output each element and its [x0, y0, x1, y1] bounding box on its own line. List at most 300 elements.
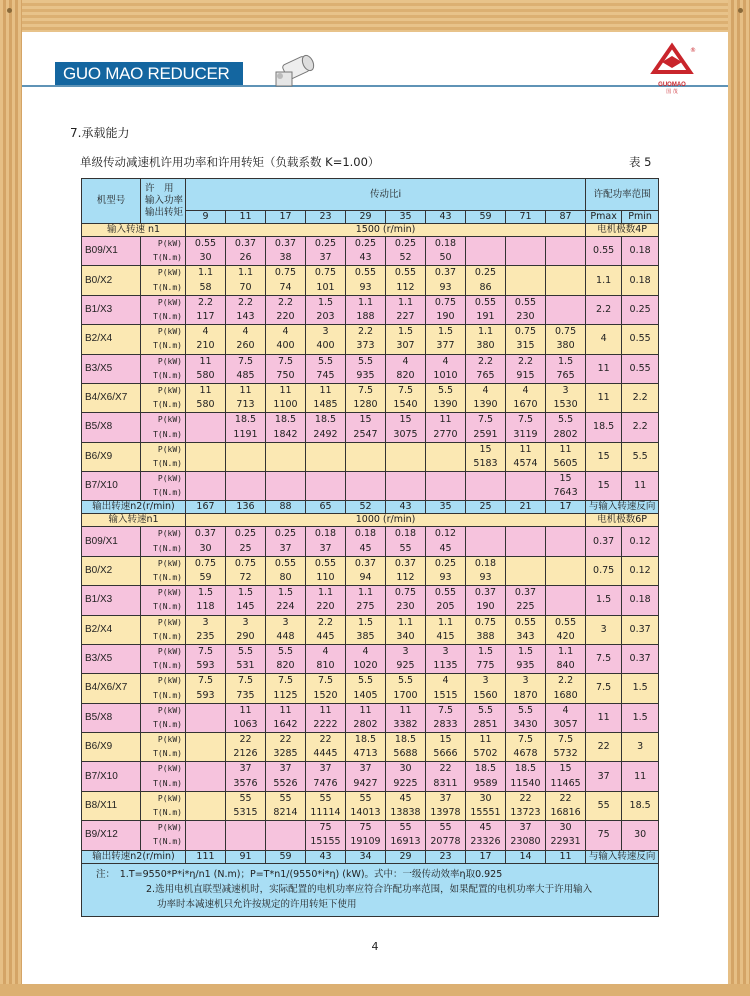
- table-row: [82, 281, 659, 296]
- nail-icon: [7, 8, 12, 13]
- power-cell: [386, 442, 426, 457]
- torque-label: T(N.m): [141, 571, 186, 586]
- torque-cell: 93: [346, 281, 386, 296]
- ratio-cell: 23: [306, 211, 346, 224]
- power-cell: 3: [506, 674, 546, 689]
- direction-note: 与输入转速反向: [586, 850, 659, 863]
- power-cell: 15: [546, 762, 586, 777]
- torque-cell: 380: [546, 339, 586, 354]
- power-cell: 4: [546, 703, 586, 718]
- power-cell: 75: [346, 821, 386, 836]
- torque-cell: 14013: [346, 806, 386, 821]
- power-cell: [346, 472, 386, 487]
- power-cell: 7.5: [506, 733, 546, 748]
- power-cell: 0.55: [386, 266, 426, 281]
- pmin-cell: 0.12: [622, 556, 659, 585]
- torque-cell: 80: [266, 571, 306, 586]
- torque-cell: 340: [386, 630, 426, 645]
- power-cell: [466, 527, 506, 542]
- torque-cell: 1125: [266, 688, 306, 703]
- torque-cell: [546, 251, 586, 266]
- torque-cell: 1870: [506, 688, 546, 703]
- torque-cell: 1390: [426, 398, 466, 413]
- pmin-cell: 0.55: [622, 354, 659, 383]
- torque-cell: 1063: [226, 718, 266, 733]
- torque-cell: [546, 600, 586, 615]
- torque-label: T(N.m): [141, 486, 186, 501]
- power-cell: 0.25: [346, 237, 386, 252]
- power-cell: 7.5: [266, 674, 306, 689]
- torque-label: T(N.m): [141, 718, 186, 733]
- torque-cell: 385: [346, 630, 386, 645]
- torque-cell: 593: [186, 659, 226, 674]
- pmin-cell: 1.5: [622, 703, 659, 732]
- col-label-line: 输出转矩: [145, 207, 184, 218]
- power-cell: 4: [306, 644, 346, 659]
- pmin-cell: 0.37: [622, 644, 659, 673]
- power-cell: 0.37: [466, 586, 506, 601]
- torque-cell: 4678: [506, 747, 546, 762]
- power-cell: [466, 237, 506, 252]
- power-cell: 37: [226, 762, 266, 777]
- torque-cell: 55: [386, 542, 426, 557]
- torque-cell: 9427: [346, 777, 386, 792]
- torque-cell: 4713: [346, 747, 386, 762]
- power-cell: 7.5: [186, 674, 226, 689]
- power-cell: 7.5: [346, 383, 386, 398]
- output-speed-cell: 52: [346, 501, 386, 514]
- power-cell: 0.75: [466, 615, 506, 630]
- power-cell: 3: [466, 674, 506, 689]
- pmin-cell: 18.5: [622, 791, 659, 820]
- pmax-cell: 55: [586, 791, 622, 820]
- output-speed-cell: 111: [186, 850, 226, 863]
- torque-cell: [226, 835, 266, 850]
- power-cell: 7.5: [186, 644, 226, 659]
- torque-cell: 93: [426, 571, 466, 586]
- model-cell: B5/X8: [82, 413, 141, 442]
- torque-cell: [466, 486, 506, 501]
- torque-cell: 190: [466, 600, 506, 615]
- model-cell: B1/X3: [82, 295, 141, 324]
- torque-cell: 43: [346, 251, 386, 266]
- torque-cell: 4445: [306, 747, 346, 762]
- power-cell: 11: [546, 442, 586, 457]
- torque-cell: 86: [466, 281, 506, 296]
- model-cell: B2/X4: [82, 615, 141, 644]
- power-cell: 11: [186, 383, 226, 398]
- col-ratio-header: 传动比i: [186, 179, 586, 211]
- output-speed-label: 输出转速n2(r/min): [82, 850, 186, 863]
- wood-frame-left: [0, 0, 22, 996]
- power-cell: 0.55: [466, 295, 506, 310]
- torque-cell: 2770: [426, 427, 466, 442]
- torque-cell: 593: [186, 688, 226, 703]
- torque-cell: 3430: [506, 718, 546, 733]
- torque-cell: 118: [186, 600, 226, 615]
- torque-cell: 5605: [546, 457, 586, 472]
- power-cell: 0.18: [306, 527, 346, 542]
- power-cell: 2.2: [306, 615, 346, 630]
- output-speed-cell: 35: [426, 501, 466, 514]
- torque-cell: 205: [426, 600, 466, 615]
- pmax-cell: 15: [586, 472, 622, 501]
- output-speed-cell: 21: [506, 501, 546, 514]
- torque-cell: [266, 835, 306, 850]
- power-cell: 0.37: [386, 556, 426, 571]
- pmax-cell: 1.1: [586, 266, 622, 295]
- output-speed-label: 输出转速n2(r/min): [82, 501, 186, 514]
- power-cell: 4: [426, 354, 466, 369]
- torque-cell: 93: [466, 571, 506, 586]
- torque-cell: 45: [426, 542, 466, 557]
- power-cell: [546, 266, 586, 281]
- power-cell: 4: [466, 383, 506, 398]
- power-cell: 4: [186, 325, 226, 340]
- power-cell: 55: [306, 791, 346, 806]
- torque-cell: 93: [426, 281, 466, 296]
- power-cell: 5.5: [506, 703, 546, 718]
- pmin-cell: 0.18: [622, 266, 659, 295]
- torque-cell: 5688: [386, 747, 426, 762]
- power-cell: 37: [266, 762, 306, 777]
- svg-text:®: ®: [690, 47, 696, 54]
- torque-cell: 9225: [386, 777, 426, 792]
- pmax-cell: 22: [586, 733, 622, 762]
- pmin-cell: 11: [622, 762, 659, 791]
- torque-cell: 400: [306, 339, 346, 354]
- power-cell: 1.5: [186, 586, 226, 601]
- torque-cell: 735: [226, 688, 266, 703]
- torque-cell: 445: [306, 630, 346, 645]
- power-cell: 1.5: [346, 615, 386, 630]
- torque-cell: 112: [386, 571, 426, 586]
- torque-label: T(N.m): [141, 339, 186, 354]
- torque-label: T(N.m): [141, 688, 186, 703]
- power-cell: 1.1: [546, 644, 586, 659]
- power-cell: 1.5: [426, 325, 466, 340]
- torque-cell: 415: [426, 630, 466, 645]
- power-cell: [386, 472, 426, 487]
- power-cell: 0.25: [466, 266, 506, 281]
- power-cell: 0.55: [266, 556, 306, 571]
- torque-cell: 20778: [426, 835, 466, 850]
- model-cell: B2/X4: [82, 325, 141, 354]
- torque-label: T(N.m): [141, 630, 186, 645]
- power-label: P(kW): [141, 472, 186, 487]
- power-cell: [226, 472, 266, 487]
- torque-cell: 26: [226, 251, 266, 266]
- torque-cell: 531: [226, 659, 266, 674]
- table-row: [82, 325, 659, 340]
- torque-cell: 224: [266, 600, 306, 615]
- torque-cell: [466, 251, 506, 266]
- model-cell: B3/X5: [82, 354, 141, 383]
- power-cell: [546, 237, 586, 252]
- table-row: [82, 821, 659, 836]
- power-cell: 0.25: [226, 527, 266, 542]
- power-label: P(kW): [141, 527, 186, 542]
- torque-cell: 2126: [226, 747, 266, 762]
- power-label: P(kW): [141, 413, 186, 428]
- section-title: 7.承载能力: [70, 126, 130, 140]
- torque-cell: [186, 806, 226, 821]
- power-cell: [546, 556, 586, 571]
- power-cell: [186, 791, 226, 806]
- power-cell: [506, 556, 546, 571]
- output-speed-cell: 17: [466, 850, 506, 863]
- notes-row: [82, 863, 659, 916]
- power-cell: [506, 527, 546, 542]
- torque-cell: 935: [346, 369, 386, 384]
- power-cell: 2.2: [186, 295, 226, 310]
- output-speed-cell: 29: [386, 850, 426, 863]
- wood-frame-bottom: [0, 984, 750, 996]
- pmax-cell: 7.5: [586, 674, 622, 703]
- header-divider: [22, 85, 728, 87]
- power-cell: 3: [386, 644, 426, 659]
- power-cell: 1.5: [386, 325, 426, 340]
- model-cell: B7/X10: [82, 762, 141, 791]
- torque-cell: 101: [306, 281, 346, 296]
- torque-cell: [546, 281, 586, 296]
- torque-cell: [186, 835, 226, 850]
- torque-cell: 1135: [426, 659, 466, 674]
- power-cell: 3: [226, 615, 266, 630]
- power-cell: 22: [266, 733, 306, 748]
- torque-cell: 16913: [386, 835, 426, 850]
- power-cell: [186, 703, 226, 718]
- table-row: [82, 777, 659, 792]
- table-row: [82, 571, 659, 586]
- power-cell: [306, 442, 346, 457]
- torque-cell: 1485: [306, 398, 346, 413]
- output-speed-cell: 25: [466, 501, 506, 514]
- torque-cell: 343: [506, 630, 546, 645]
- table-row: [82, 586, 659, 601]
- pmax-cell: 2.2: [586, 295, 622, 324]
- power-cell: 18.5: [306, 413, 346, 428]
- col-label-header: [141, 179, 186, 224]
- model-cell: B4/X6/X7: [82, 674, 141, 703]
- power-cell: 18.5: [386, 733, 426, 748]
- power-cell: 3: [266, 615, 306, 630]
- ratio-cell: 35: [386, 211, 426, 224]
- torque-label: T(N.m): [141, 747, 186, 762]
- direction-note: 与输入转速反向: [586, 501, 659, 514]
- output-speed-cell: 167: [186, 501, 226, 514]
- torque-cell: 2851: [466, 718, 506, 733]
- torque-cell: 25: [226, 542, 266, 557]
- model-cell: B6/X9: [82, 733, 141, 762]
- col-label-line: 许 用: [145, 183, 174, 194]
- torque-cell: 3119: [506, 427, 546, 442]
- torque-cell: [546, 542, 586, 557]
- power-label: P(kW): [141, 325, 186, 340]
- torque-cell: 1642: [266, 718, 306, 733]
- torque-cell: 11540: [506, 777, 546, 792]
- table-row: [82, 486, 659, 501]
- power-cell: 2.2: [546, 674, 586, 689]
- table-row: [82, 295, 659, 310]
- torque-cell: 210: [186, 339, 226, 354]
- torque-cell: 820: [266, 659, 306, 674]
- power-cell: 0.75: [186, 556, 226, 571]
- output-speed-cell: 34: [346, 850, 386, 863]
- torque-cell: [186, 427, 226, 442]
- torque-label: T(N.m): [141, 659, 186, 674]
- model-cell: B09/X1: [82, 237, 141, 266]
- torque-cell: 820: [386, 369, 426, 384]
- pmax-cell: 0.75: [586, 556, 622, 585]
- power-cell: 3: [186, 615, 226, 630]
- table-row: [82, 383, 659, 398]
- power-cell: 1.1: [306, 586, 346, 601]
- power-cell: 1.1: [386, 295, 426, 310]
- torque-cell: 1700: [386, 688, 426, 703]
- torque-cell: 4574: [506, 457, 546, 472]
- power-cell: 37: [346, 762, 386, 777]
- power-cell: 0.55: [546, 615, 586, 630]
- table-row: [82, 644, 659, 659]
- pmax-cell: 11: [586, 354, 622, 383]
- logo-text: GUOMAO: [658, 82, 686, 88]
- torque-cell: 1670: [506, 398, 546, 413]
- torque-cell: 38: [266, 251, 306, 266]
- power-cell: 0.75: [426, 295, 466, 310]
- torque-cell: 190: [426, 310, 466, 325]
- torque-cell: 220: [266, 310, 306, 325]
- torque-cell: 227: [386, 310, 426, 325]
- power-cell: 2.2: [466, 354, 506, 369]
- power-cell: 0.55: [506, 615, 546, 630]
- note-line: 注： 1.T=9550*P*i*η/n1 (N.m)；P=T*n1/(9550*i*η) (kW)。式中：一级传动效率η取0.925: [96, 868, 503, 880]
- torque-cell: [266, 486, 306, 501]
- torque-cell: 275: [346, 600, 386, 615]
- torque-cell: 37: [306, 542, 346, 557]
- output-speed-cell: 14: [506, 850, 546, 863]
- power-cell: 11: [466, 733, 506, 748]
- power-cell: 1.1: [386, 615, 426, 630]
- torque-cell: 191: [466, 310, 506, 325]
- torque-cell: 1405: [346, 688, 386, 703]
- torque-cell: 5526: [266, 777, 306, 792]
- torque-cell: [266, 457, 306, 472]
- power-cell: 0.37: [506, 586, 546, 601]
- model-cell: B9/X12: [82, 821, 141, 850]
- pmin-header: Pmin: [622, 211, 659, 224]
- nail-icon: [738, 8, 743, 13]
- torque-cell: 58: [186, 281, 226, 296]
- power-cell: 18.5: [226, 413, 266, 428]
- power-cell: 7.5: [226, 674, 266, 689]
- power-cell: 5.5: [386, 674, 426, 689]
- pmax-cell: 0.37: [586, 527, 622, 556]
- table-row: [82, 703, 659, 718]
- torque-cell: 2802: [346, 718, 386, 733]
- pmin-cell: 11: [622, 472, 659, 501]
- output-speed-cell: 11: [546, 850, 586, 863]
- power-cell: 0.12: [426, 527, 466, 542]
- power-cell: 3: [306, 325, 346, 340]
- torque-cell: 260: [226, 339, 266, 354]
- torque-cell: 448: [266, 630, 306, 645]
- power-cell: [266, 472, 306, 487]
- table-row: [82, 413, 659, 428]
- pmin-cell: 0.12: [622, 527, 659, 556]
- table-row: [82, 659, 659, 674]
- power-cell: 22: [226, 733, 266, 748]
- torque-cell: 925: [386, 659, 426, 674]
- power-cell: 0.75: [266, 266, 306, 281]
- power-cell: 55: [346, 791, 386, 806]
- col-range-header: 许配功率范围: [586, 179, 659, 211]
- power-cell: 1.1: [466, 325, 506, 340]
- model-cell: B3/X5: [82, 644, 141, 673]
- power-cell: 18.5: [266, 413, 306, 428]
- torque-cell: 30: [186, 251, 226, 266]
- col-model-header: 机型号: [82, 179, 141, 224]
- torque-cell: 2833: [426, 718, 466, 733]
- power-cell: 1.5: [546, 354, 586, 369]
- power-cell: 7.5: [466, 413, 506, 428]
- torque-cell: 1010: [426, 369, 466, 384]
- torque-cell: [506, 281, 546, 296]
- power-cell: 55: [226, 791, 266, 806]
- table-row: [82, 762, 659, 777]
- table-row: [82, 630, 659, 645]
- table-row: [82, 556, 659, 571]
- pmin-cell: 30: [622, 821, 659, 850]
- torque-cell: 11114: [306, 806, 346, 821]
- torque-cell: [546, 310, 586, 325]
- torque-cell: 45: [346, 542, 386, 557]
- pmax-cell: 37: [586, 762, 622, 791]
- torque-cell: 19109: [346, 835, 386, 850]
- power-cell: 4: [426, 674, 466, 689]
- wood-frame-top: [0, 0, 750, 32]
- output-speed-cell: 43: [306, 850, 346, 863]
- torque-cell: 9589: [466, 777, 506, 792]
- power-cell: 2.2: [226, 295, 266, 310]
- torque-cell: 3285: [266, 747, 306, 762]
- power-cell: 0.37: [346, 556, 386, 571]
- torque-cell: 143: [226, 310, 266, 325]
- table-row: [82, 615, 659, 630]
- power-label: P(kW): [141, 556, 186, 571]
- power-cell: 0.75: [306, 266, 346, 281]
- torque-cell: 3382: [386, 718, 426, 733]
- power-cell: 0.75: [546, 325, 586, 340]
- torque-cell: 23080: [506, 835, 546, 850]
- power-label: P(kW): [141, 762, 186, 777]
- torque-cell: 145: [226, 600, 266, 615]
- torque-label: T(N.m): [141, 251, 186, 266]
- torque-cell: 112: [386, 281, 426, 296]
- table-caption: 单级传动减速机许用功率和许用转矩（负载系数 K=1.00）: [80, 155, 380, 169]
- power-cell: 2.2: [506, 354, 546, 369]
- power-label: P(kW): [141, 791, 186, 806]
- torque-cell: 400: [266, 339, 306, 354]
- torque-cell: 2802: [546, 427, 586, 442]
- torque-cell: 580: [186, 369, 226, 384]
- torque-cell: 235: [186, 630, 226, 645]
- torque-cell: [186, 777, 226, 792]
- power-cell: 1.5: [226, 586, 266, 601]
- power-cell: 15: [426, 733, 466, 748]
- power-cell: 11: [306, 383, 346, 398]
- torque-cell: 1100: [266, 398, 306, 413]
